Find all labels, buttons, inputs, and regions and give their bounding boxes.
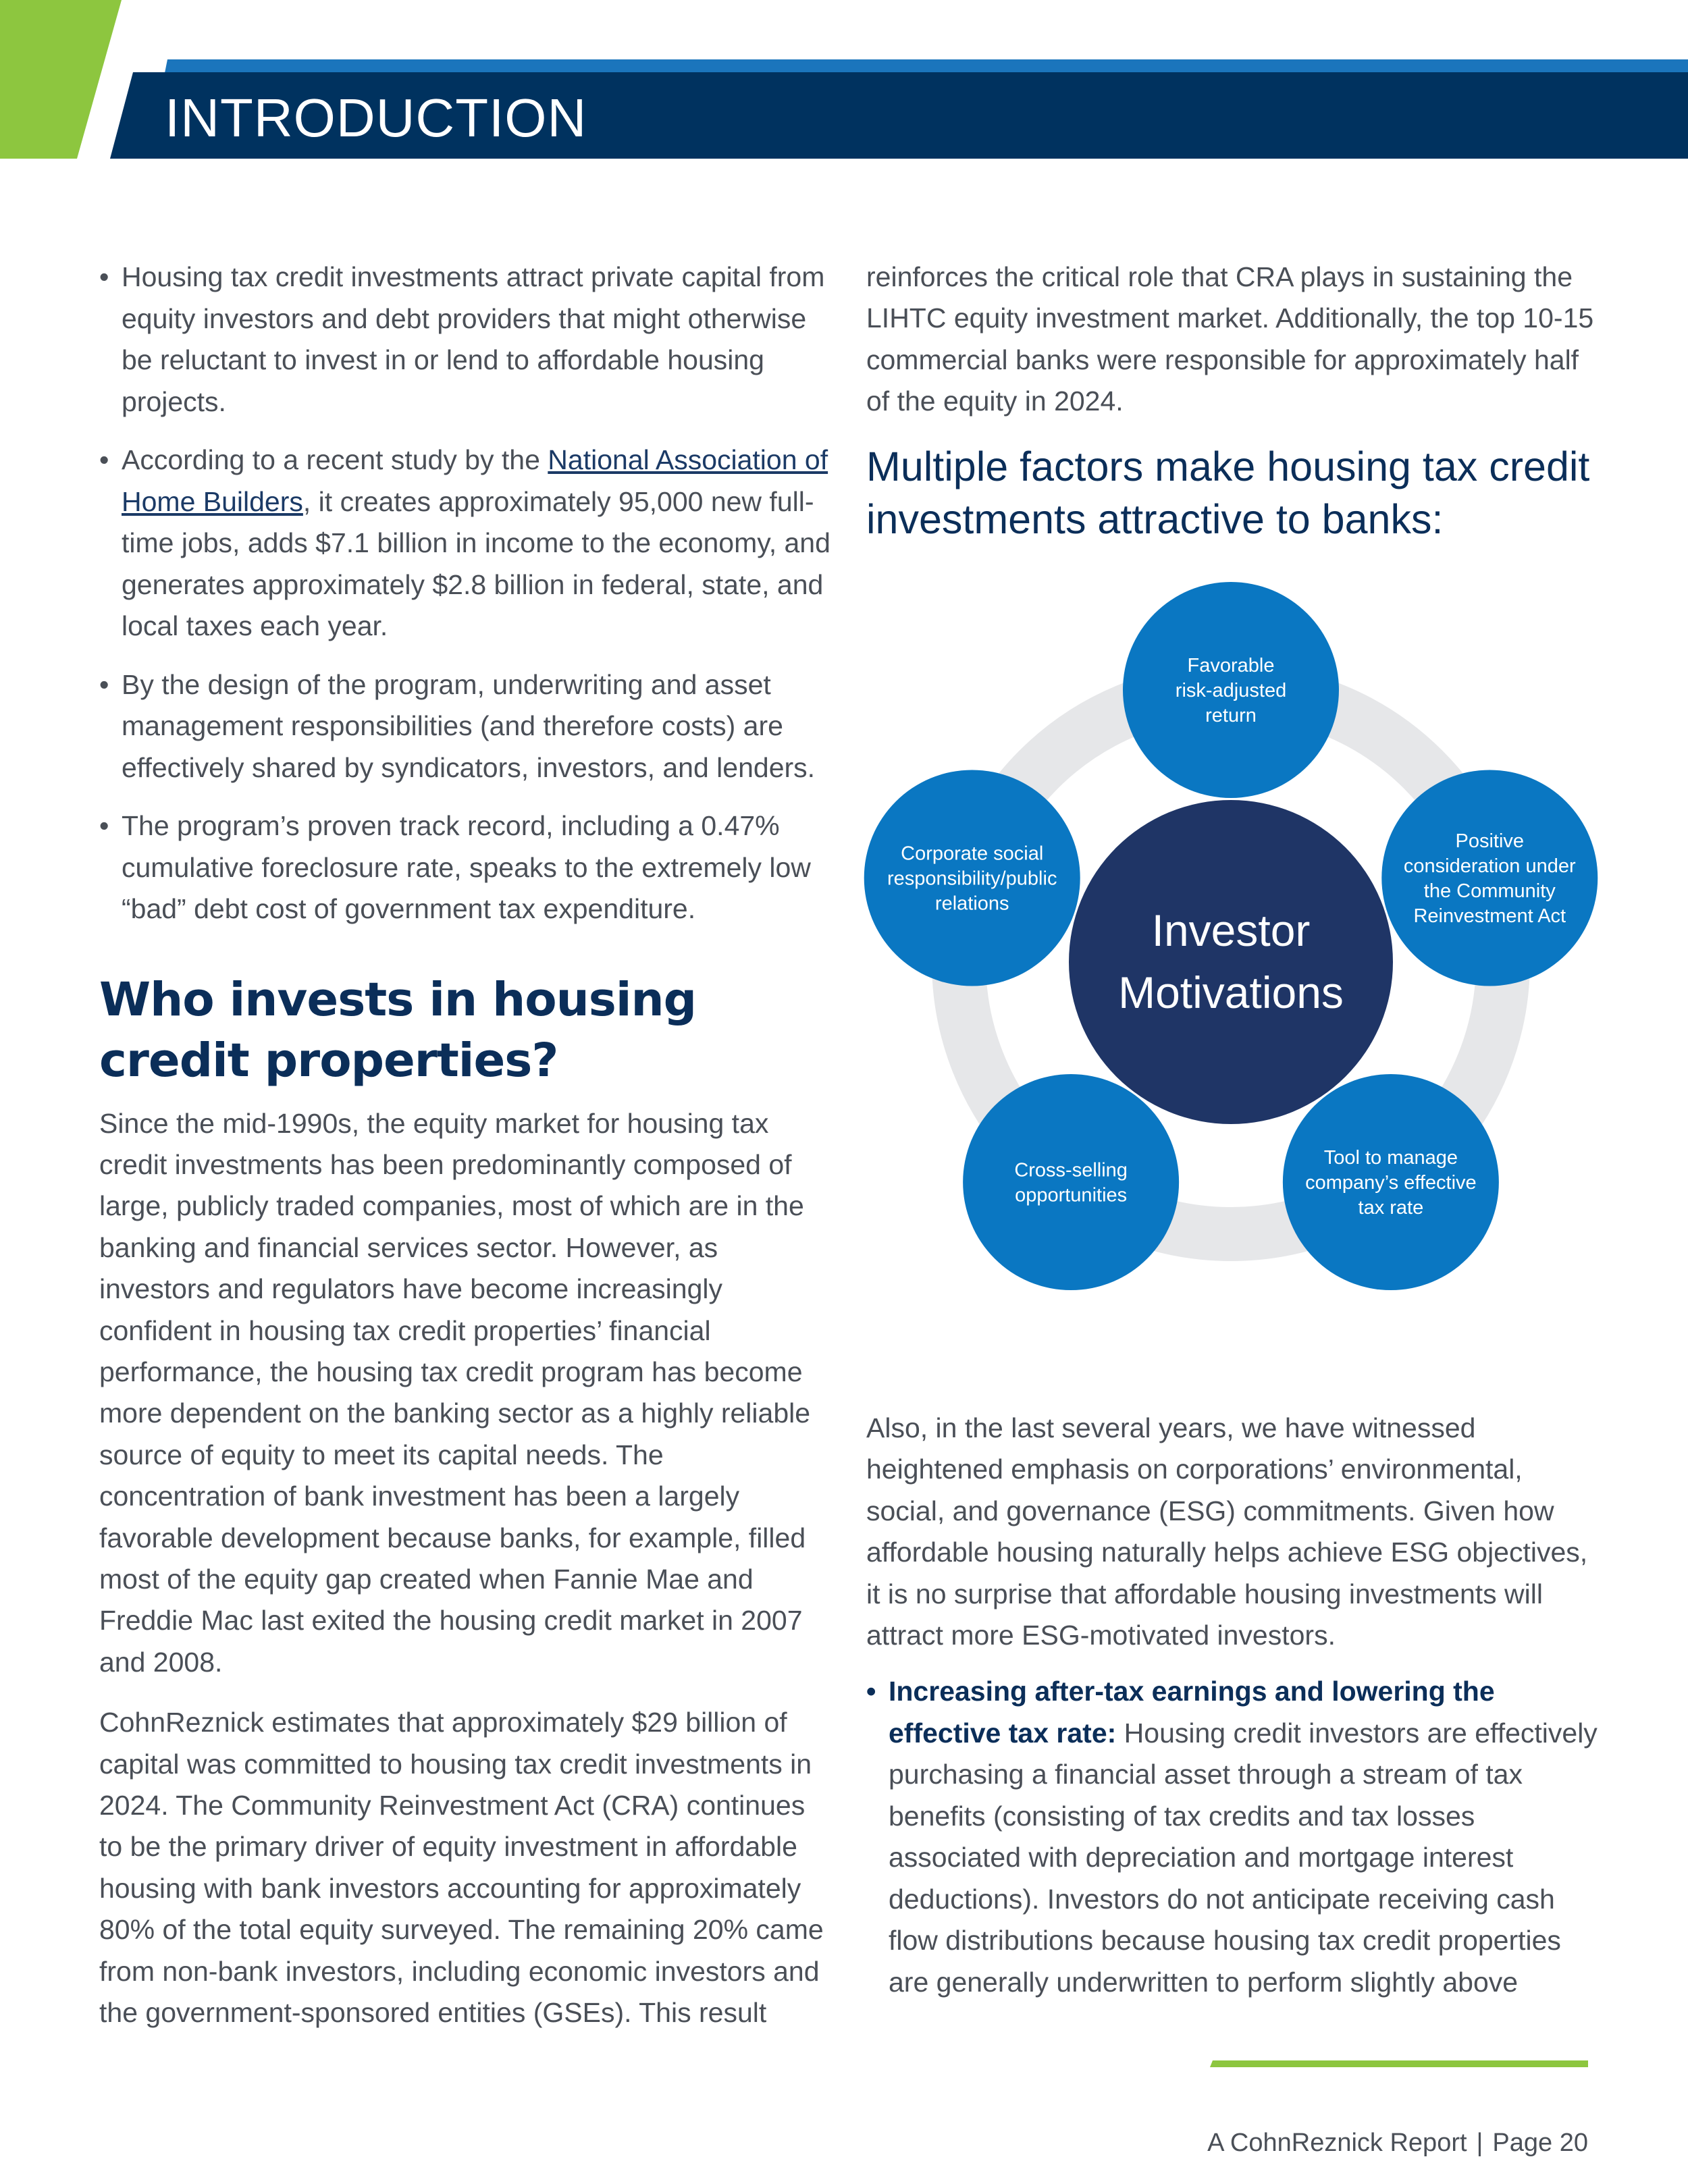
- motivation-node: [1381, 770, 1598, 986]
- factors-heading: Multiple factors make housing tax credit investments attractive to banks:: [866, 443, 1590, 542]
- bullet-text: Housing credit investors are effectively purchasing a financial asset through a stream of tax benefits (consisting of tax credits and tax losses associated with depreciation and mortgage interest deductions). Investors do not anticipate receiving cash flow distributions because housing tax credit properties are generally underwritten to perform slightly above: [889, 1717, 1598, 1998]
- investor-motivations-diagram: [830, 574, 1641, 1350]
- footer-accent-line: [1210, 2060, 1588, 2067]
- motivation-label-line: Tool to manage: [1323, 1147, 1458, 1169]
- page-title: INTRODUCTION: [165, 88, 587, 148]
- paragraph: Since the mid-1990s, the equity market for housing tax credit investments has been predominantly composed of large, publicly traded companies, most of which are in the banking and financial services sector. However, as investors and regulators have become increasingly confident in housing tax credit properties’ financial performance, the housing tax credit program has become more dependent on the banking sector as a highly reliable source of equity to meet its capital needs. The concentration of bank investment has been a largely favorable development because banks, for example, filled most of the equity gap created when Fannie Mae and Freddie Mac last exited the housing credit market in 2007 and 2008.: [99, 1107, 811, 1678]
- tax-benefits-list: [866, 1671, 1602, 2003]
- list-item: • By the design of the program, underwriting and asset management responsibilities (and therefore costs) are effectively shared by syndicators, investors, and lenders.: [99, 664, 832, 789]
- list-item: [99, 440, 832, 647]
- center-circle: [1069, 800, 1393, 1124]
- motivation-label-line: the Community: [1423, 880, 1556, 902]
- list-item: • Housing tax credit investments attract private capital from equity investors and debt providers that might otherwise be reluctant to invest in or lend to affordable housing projects.: [99, 257, 832, 423]
- section-heading: Who invests in housing credit properties?: [99, 972, 697, 1088]
- motivation-label-line: tax rate: [1358, 1197, 1424, 1219]
- motivation-node: [963, 1074, 1179, 1290]
- header-green-accent: [0, 0, 122, 159]
- benefits-list: [99, 257, 832, 930]
- left-column: [99, 257, 832, 2052]
- motivation-label-line: relations: [934, 893, 1009, 915]
- motivation-label-line: risk-adjusted: [1175, 680, 1287, 701]
- center-label-line: Investor: [1151, 905, 1311, 955]
- paragraph: CohnReznick estimates that approximately $29 billion of capital was committed to housing tax credit investments in 2024. The Community Reinvestment Act (CRA) continues to be the primary driver of equity investment in affordable housing with bank investors accounting for approximately 80% of the total equity surveyed. The remaining 20% came from non-bank investors, including economic investors and the government-sponsored entities (GSEs). This result: [99, 1707, 824, 2029]
- motivation-label-line: company’s effective: [1305, 1172, 1477, 1194]
- motivation-label-line: Corporate social: [901, 843, 1044, 865]
- footer-separator: |: [1476, 2129, 1483, 2157]
- motivation-label-line: Reinvestment Act: [1413, 905, 1566, 927]
- bullet-lead: Increasing after-tax earnings and lowering the effective tax rate:: [889, 1676, 1495, 1749]
- right-column: [866, 257, 1602, 545]
- motivation-label-line: opportunities: [1015, 1184, 1128, 1206]
- header-blue-stripe: [165, 59, 1688, 73]
- nahb-link[interactable]: National Association of Home Builders: [122, 444, 828, 517]
- footer: [1207, 2129, 1588, 2158]
- page-number: Page 20: [1492, 2129, 1588, 2157]
- list-item: • The program’s proven track record, including a 0.47% cumulative foreclosure rate, speaks to the extremely low “bad” debt cost of government tax expenditure.: [99, 805, 832, 930]
- center-label-line: Motivations: [1118, 967, 1344, 1017]
- motivation-label-line: Favorable: [1187, 655, 1275, 676]
- report-name: A CohnReznick Report: [1207, 2129, 1467, 2157]
- list-item-text: , it creates approximately 95,000 new full-time jobs, adds $7.1 billion in income to the economy, and generates approximately $2.8 billion in federal, state, and local taxes each year.: [122, 485, 830, 641]
- motivation-label-line: Cross-selling: [1014, 1159, 1128, 1181]
- right-column-lower: [866, 1408, 1602, 2003]
- motivation-label-line: Positive: [1455, 830, 1525, 852]
- paragraph: reinforces the critical role that CRA plays in sustaining the LIHTC equity investment market. Additionally, the top 10-15 commercial banks were responsible for approximately half of the equity in 2024.: [866, 261, 1594, 417]
- motivation-label-line: return: [1205, 705, 1257, 726]
- motivation-label-line: consideration under: [1403, 855, 1576, 877]
- motivation-label-line: responsibility/public: [887, 868, 1057, 890]
- paragraph: Also, in the last several years, we have witnessed heightened emphasis on corporations’ environmental, social, and governance (ESG) commitments. Given how affordable housing naturally helps achieve ESG objectives, it is no surprise that affordable housing investments will attract more ESG-motivated investors.: [866, 1412, 1588, 1651]
- list-item: [866, 1671, 1602, 2003]
- list-item-text: According to a recent study by the: [122, 444, 548, 475]
